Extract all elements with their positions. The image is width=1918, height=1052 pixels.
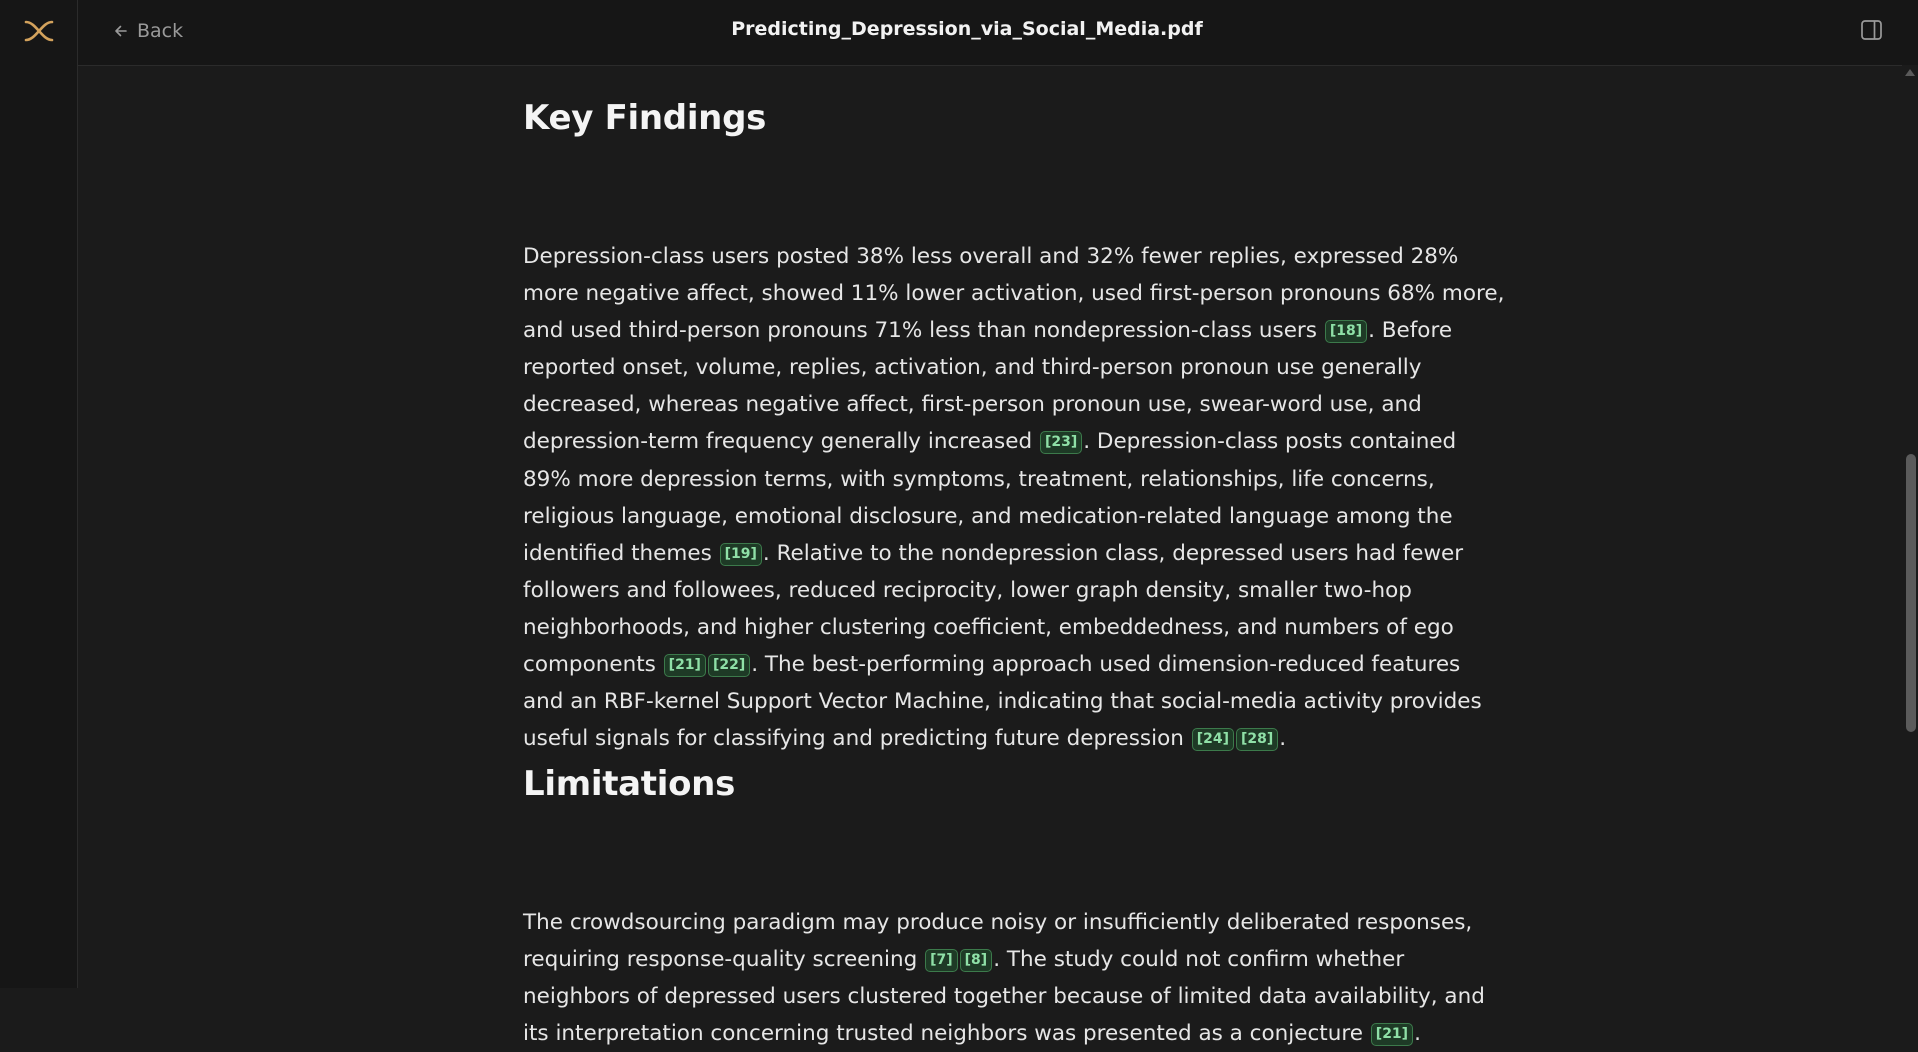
- text-line: [523, 683, 1482, 720]
- text-line: [523, 349, 1463, 386]
- text-line: [523, 312, 1463, 349]
- text-run: religious language, emotional disclosure, and medication-related language among the: [523, 503, 1453, 529]
- section-heading-key-findings: Key Findings: [523, 98, 767, 138]
- text-line: [523, 238, 1463, 275]
- text-line: [523, 978, 1485, 1015]
- text-run: followers and followees, reduced reciprocity, lower graph density, smaller two-hop: [523, 577, 1412, 603]
- text-run: requiring response-quality screening: [523, 947, 925, 973]
- text-run: .: [1279, 726, 1287, 752]
- text-run: 89% more depression terms, with symptoms, treatment, relationships, life concerns,: [523, 466, 1435, 492]
- text-run: . Before: [1368, 318, 1453, 344]
- text-run: decreased, whereas negative affect, first-person pronoun use, swear-word use, and: [523, 392, 1422, 418]
- key-findings-paragraph: [523, 238, 1505, 757]
- citation-badge[interactable]: [24]: [1192, 728, 1234, 751]
- text-line: [523, 572, 1463, 609]
- text-line: [523, 646, 1463, 683]
- text-line: [523, 423, 1463, 460]
- text-run: . Relative to the nondepression class, depressed users had fewer: [762, 540, 1464, 566]
- text-line: [523, 275, 1505, 312]
- text-run: components: [523, 652, 663, 678]
- citation-badge[interactable]: [8]: [960, 949, 993, 972]
- scrollbar-thumb[interactable]: [1906, 454, 1916, 732]
- top-bar: [78, 0, 1918, 66]
- text-line: [523, 609, 1463, 646]
- text-line: [523, 386, 1463, 423]
- citation-badge[interactable]: [19]: [720, 543, 762, 566]
- text-line: [523, 720, 1463, 757]
- text-run: . The study could not confirm whether: [993, 947, 1405, 973]
- citation-badge[interactable]: [22]: [708, 654, 750, 677]
- text-run: and used third-person pronouns 71% less than nondepression-class users: [523, 318, 1324, 344]
- citation-badge[interactable]: [21]: [1371, 1023, 1413, 1046]
- text-run: identified themes: [523, 540, 719, 566]
- text-run: and an RBF-kernel Support Vector Machine, indicating that social-media activity provides: [523, 689, 1482, 715]
- text-line: [523, 941, 1463, 978]
- text-line: [523, 904, 1473, 941]
- text-run: . Depression-class posts contained: [1083, 429, 1457, 455]
- citation-badge[interactable]: [18]: [1325, 320, 1367, 343]
- document-title: Predicting_Depression_via_Social_Media.pdf: [731, 18, 1203, 40]
- citation-badge[interactable]: [28]: [1236, 728, 1278, 751]
- text-line: [523, 1015, 1463, 1052]
- text-run: . The best-performing approach used dimension-reduced features: [751, 652, 1461, 678]
- text-run: .: [1414, 1021, 1421, 1047]
- text-run: more negative affect, showed 11% lower activation, used first-person pronouns 68% more,: [523, 281, 1505, 307]
- text-run: neighbors of depressed users clustered together because of limited data availability, and: [523, 984, 1485, 1010]
- text-run: its interpretation concerning trusted neighbors was presented as a conjecture: [523, 1021, 1370, 1047]
- section-heading-limitations: Limitations: [523, 764, 736, 804]
- text-line: [523, 535, 1463, 572]
- citation-badge[interactable]: [7]: [925, 949, 958, 972]
- back-label: Back: [137, 20, 184, 42]
- citation-badge[interactable]: [21]: [664, 654, 706, 677]
- text-run: depression-term frequency generally increased: [523, 429, 1039, 455]
- limitations-paragraph: [523, 904, 1485, 1052]
- text-line: [523, 461, 1463, 498]
- text-run: reported onset, volume, replies, activation, and third-person pronoun use generally: [523, 355, 1422, 381]
- text-run: The crowdsourcing paradigm may produce noisy or insufficiently deliberated responses,: [523, 910, 1473, 935]
- text-line: [523, 498, 1463, 535]
- text-run: neighborhoods, and higher clustering coefficient, embeddedness, and numbers of ego: [523, 614, 1454, 640]
- left-rail: [0, 0, 78, 988]
- citation-badge[interactable]: [23]: [1040, 431, 1082, 454]
- text-run: useful signals for classifying and predicting future depression: [523, 726, 1191, 752]
- text-run: Depression-class users posted 38% less overall and 32% fewer replies, expressed 28%: [523, 244, 1459, 269]
- sidebar-panel-icon[interactable]: [1861, 20, 1882, 40]
- scroll-up-arrow-icon[interactable]: [1905, 69, 1915, 76]
